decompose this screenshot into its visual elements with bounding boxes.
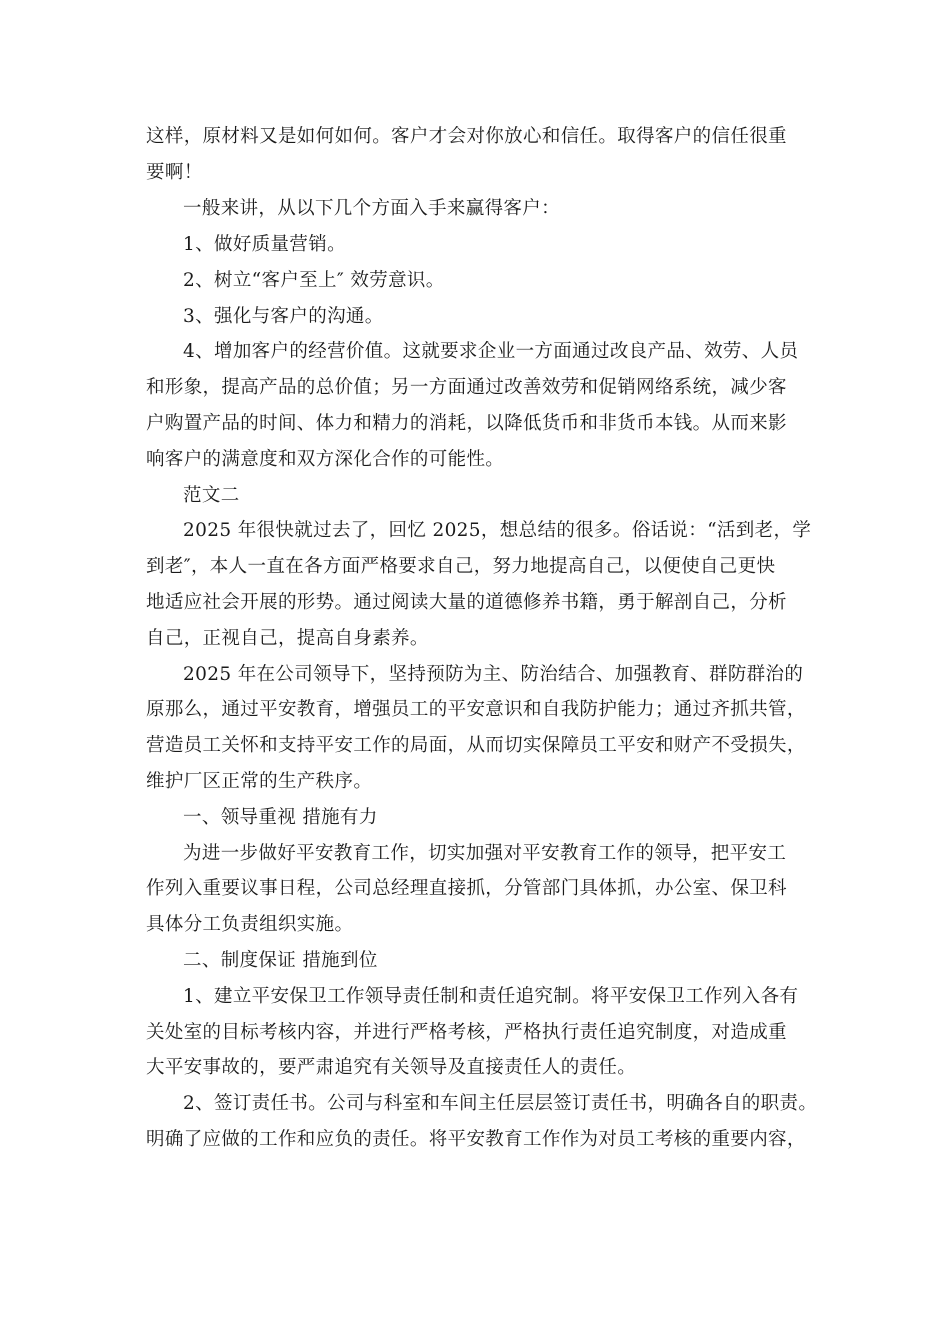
- text-line: 和形象，提高产品的总价值；另一方面通过改善效劳和促销网络系统，减少客: [146, 377, 787, 398]
- text-line: 具体分工负责组织实施。: [146, 914, 354, 935]
- text-line: 2025 年在公司领导下，坚持预防为主、防治结合、加强教育、群防群治的: [183, 664, 804, 685]
- text-line: 原那么，通过平安教育，增强员工的平安意识和自我防护能力；通过齐抓共管，: [146, 699, 806, 720]
- text-line: 明确了应做的工作和应负的责任。将平安教育工作作为对员工考核的重要内容，: [146, 1129, 806, 1150]
- text-line: 自己，正视自己，提高自身素养。: [146, 628, 429, 649]
- text-line: 为进一步做好平安教育工作，切实加强对平安教育工作的领导，把平安工: [183, 843, 787, 864]
- text-line: 关处室的目标考核内容，并进行严格考核，严格执行责任追究制度，对造成重: [146, 1022, 787, 1043]
- list-item: 2、树立“客户至上″ 效劳意识。: [183, 270, 445, 291]
- list-item: 2、签订责任书。公司与科室和车间主任层层签订责任书，明确各自的职责。: [183, 1093, 818, 1114]
- list-item: 1、建立平安保卫工作领导责任制和责任追究制。将平安保卫工作列入各有: [183, 986, 799, 1007]
- text-line: 要啊！: [146, 162, 203, 183]
- list-item: 3、强化与客户的沟通。: [183, 306, 384, 327]
- text-line: 2025 年很快就过去了，回忆 2025，想总结的很多。俗话说：“活到老，学: [183, 520, 812, 541]
- text-line: 户购置产品的时间、体力和精力的消耗，以降低货币和非货币本钱。从而来影: [146, 413, 787, 434]
- text-line: 作列入重要议事日程，公司总经理直接抓，分管部门具体抓，办公室、保卫科: [146, 878, 787, 899]
- text-line: 到老″，本人一直在各方面严格要求自己，努力地提高自己，以便使自己更快: [146, 556, 776, 577]
- text-line: 维护厂区正常的生产秩序。: [146, 771, 373, 792]
- text-line: 一般来讲，从以下几个方面入手来赢得客户：: [183, 198, 561, 219]
- section-heading: 二、制度保证 措施到位: [183, 950, 378, 971]
- text-line: 响客户的满意度和双方深化合作的可能性。: [146, 449, 505, 470]
- list-item: 4、增加客户的经营价值。这就要求企业一方面通过改良产品、效劳、人员: [183, 341, 799, 362]
- text-line: 营造员工关怀和支持平安工作的局面，从而切实保障员工平安和财产不受损失，: [146, 735, 806, 756]
- section-heading: 一、领导重视 措施有力: [183, 807, 378, 828]
- text-line: 大平安事故的，要严肃追究有关领导及直接责任人的责任。: [146, 1057, 637, 1078]
- text-line: 地适应社会开展的形势。通过阅读大量的道德修养书籍，勇于解剖自己，分析: [146, 592, 787, 613]
- list-item: 1、做好质量营销。: [183, 234, 346, 255]
- section-heading: 范文二: [183, 485, 240, 506]
- text-line: 这样，原材料又是如何如何。客户才会对你放心和信任。取得客户的信任很重: [146, 126, 787, 147]
